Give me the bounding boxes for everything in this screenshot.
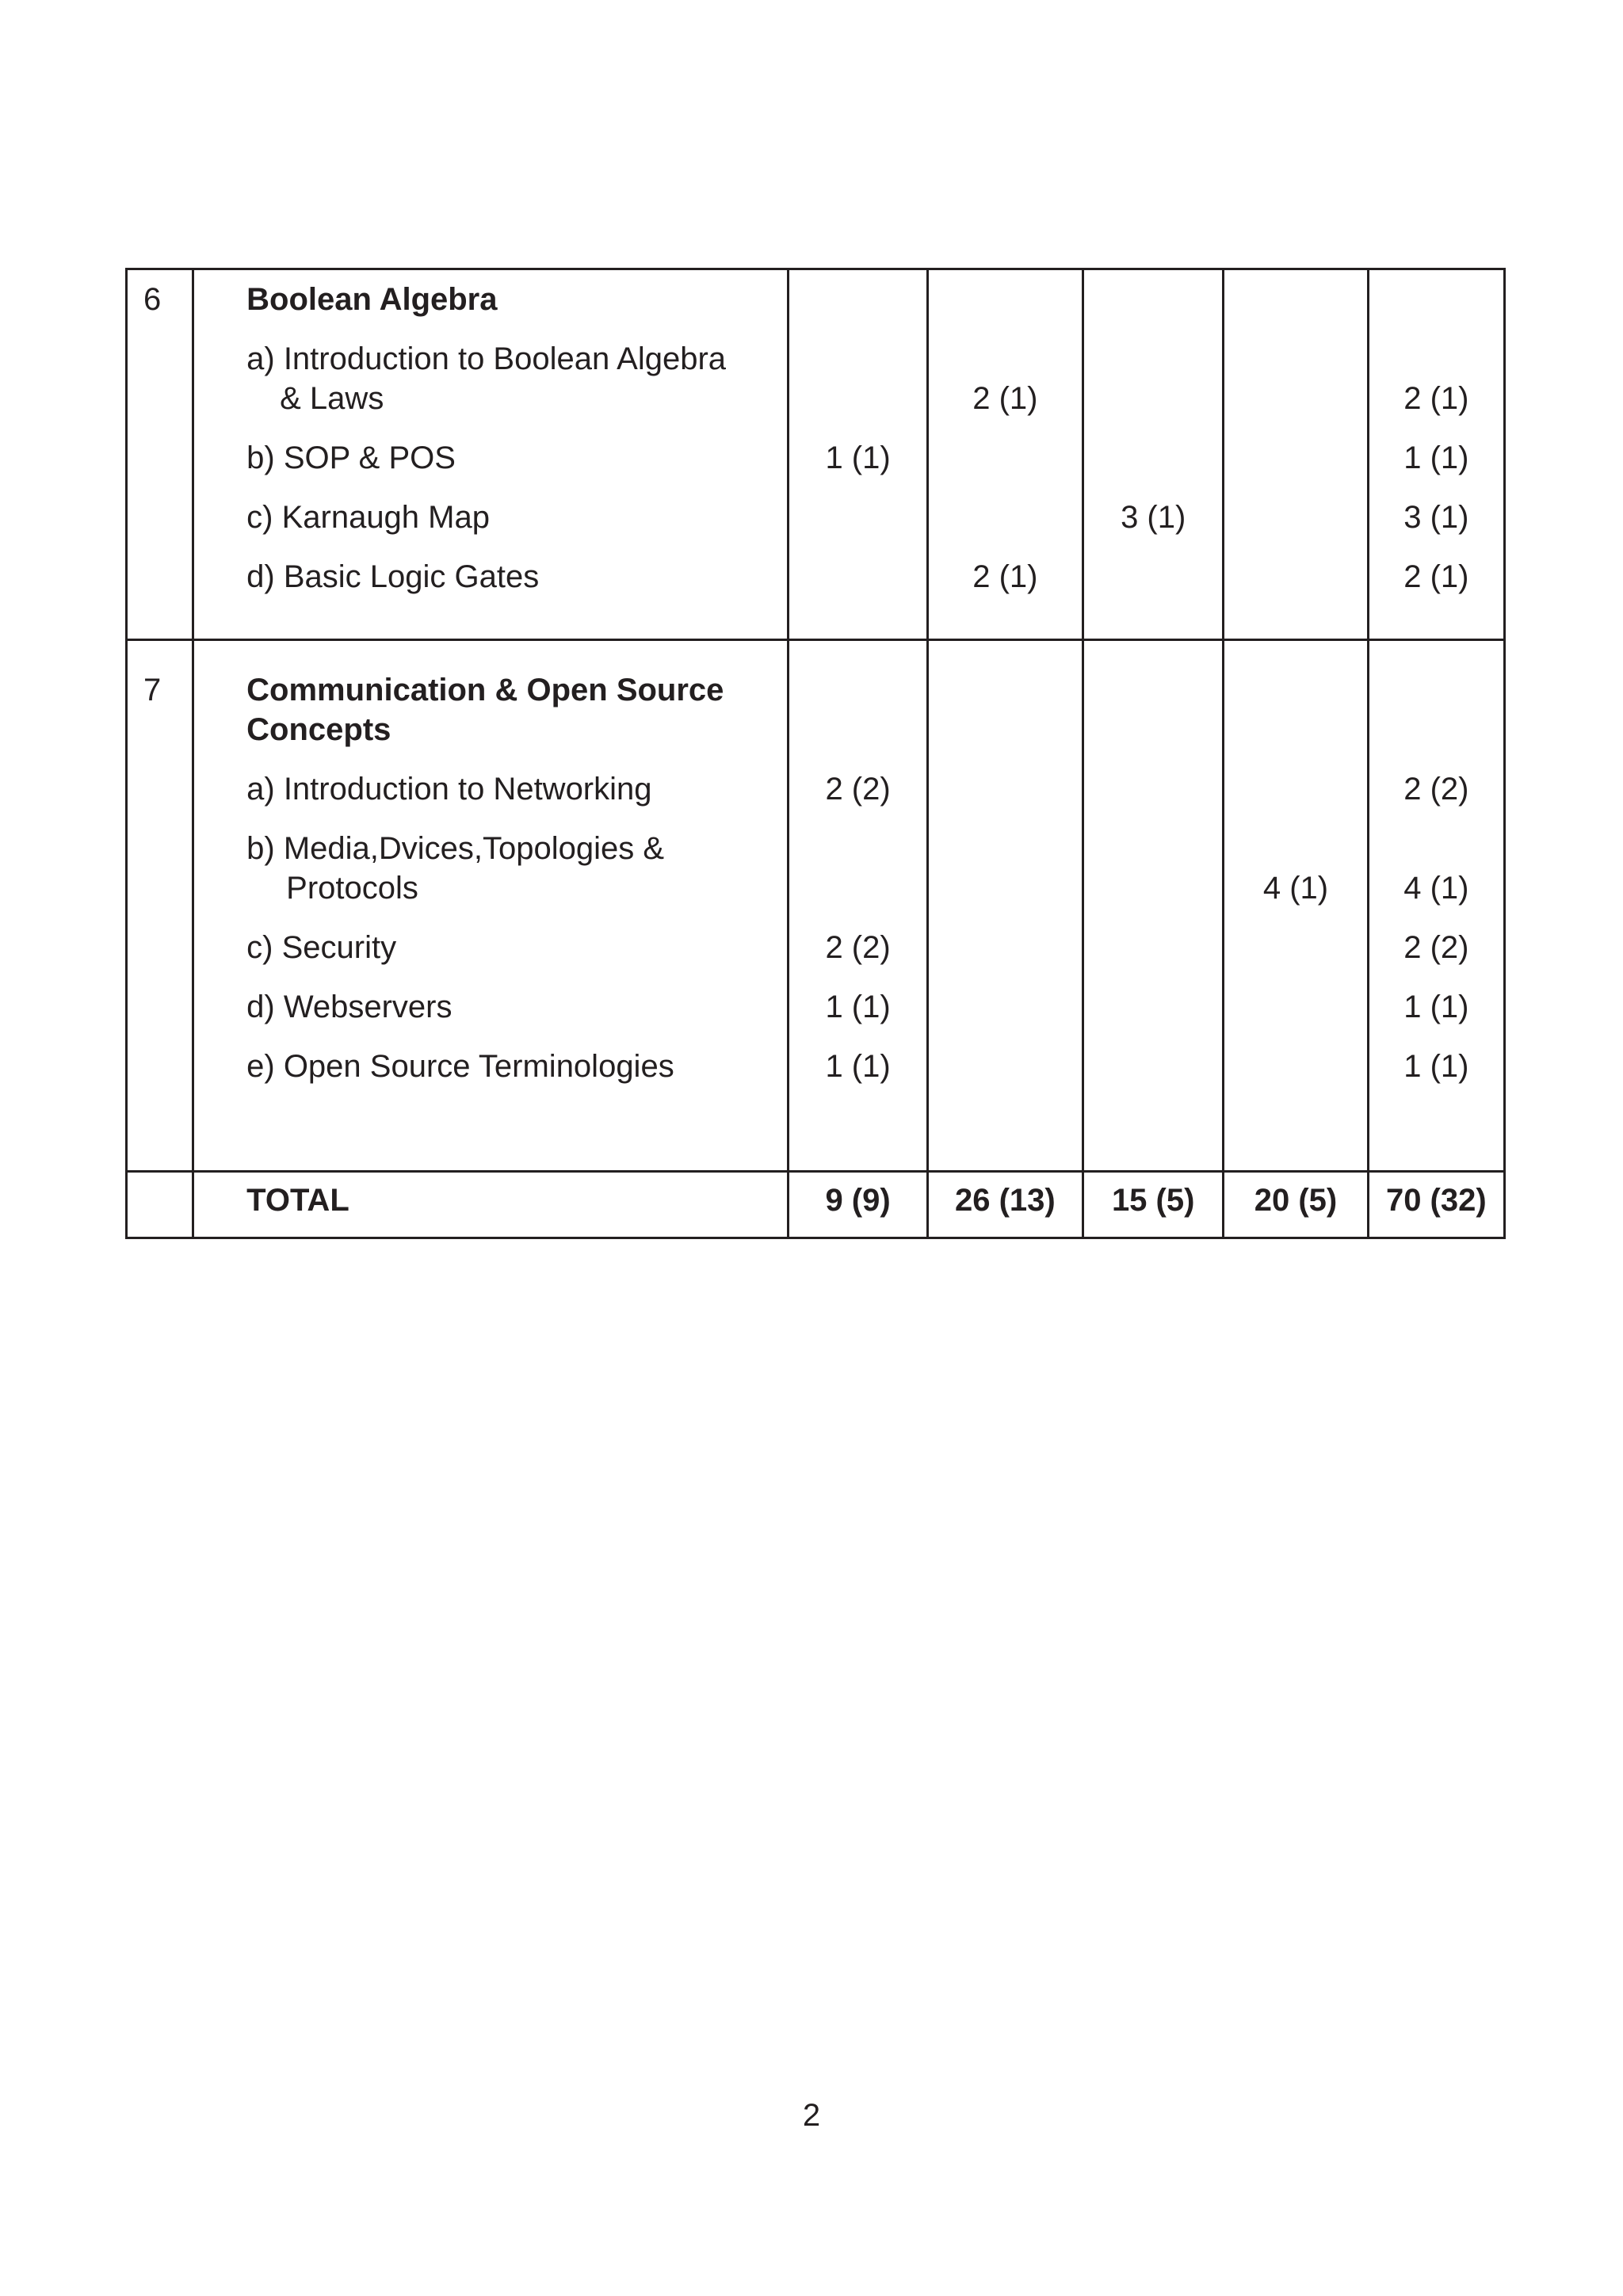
mark-value <box>929 928 1082 967</box>
marks-column-3 <box>1083 640 1224 1172</box>
marks-column-4 <box>1224 640 1368 1172</box>
topic-label-cont: Protocols <box>286 871 418 906</box>
topic-label: b) SOP & POS <box>246 441 456 475</box>
mark-value <box>929 498 1082 537</box>
topic-label: d) Basic Logic Gates <box>246 559 540 594</box>
mark-value: 1 (1) <box>825 441 891 475</box>
mark-value <box>789 379 926 418</box>
mark-value: 2 (2) <box>825 772 891 807</box>
mark-value <box>1084 769 1222 809</box>
total-label: TOTAL <box>193 1172 789 1238</box>
mark-value: 2 (2) <box>1403 772 1469 807</box>
mark-value: 1 (1) <box>825 1049 891 1084</box>
mark-value <box>1084 379 1222 418</box>
marks-distribution-table <box>125 268 1506 1239</box>
topic-label: a) Introduction to Networking <box>246 772 652 807</box>
mark-value: 4 (1) <box>1262 871 1329 906</box>
marks-column-1 <box>789 269 927 640</box>
marks-column-2 <box>927 640 1083 1172</box>
mark-value <box>1084 987 1222 1027</box>
mark-value: 2 (1) <box>1403 559 1469 594</box>
marks-column-total <box>1368 640 1504 1172</box>
topic-label-cont: & Laws <box>280 381 384 416</box>
total-number-cell <box>127 1172 193 1238</box>
section-title: Communication & Open Source <box>246 673 724 707</box>
mark-value <box>929 868 1082 908</box>
page-number: 2 <box>802 2098 821 2133</box>
section-row-6 <box>127 269 1505 640</box>
mark-value: 1 (1) <box>1403 990 1469 1024</box>
total-value: 20 (5) <box>1224 1172 1368 1238</box>
mark-value <box>1224 498 1366 537</box>
mark-value <box>1224 928 1366 967</box>
mark-value: 4 (1) <box>1403 871 1469 906</box>
mark-value: 2 (2) <box>1403 930 1469 965</box>
topic-label: a) Introduction to Boolean Algebra <box>246 341 727 376</box>
topic-label: b) Media,Dvices,Topologies & <box>246 831 665 866</box>
total-value: 9 (9) <box>789 1172 927 1238</box>
topic-label: c) Karnaugh Map <box>246 500 490 535</box>
mark-value: 1 (1) <box>825 990 891 1024</box>
mark-value <box>929 438 1082 478</box>
mark-value: 1 (1) <box>1403 1049 1469 1084</box>
total-value: 15 (5) <box>1083 1172 1224 1238</box>
topic-label: c) Security <box>246 930 397 965</box>
topic-label: e) Open Source Terminologies <box>246 1049 674 1084</box>
section-number: 6 <box>127 269 193 640</box>
mark-value <box>1224 438 1366 478</box>
section-topics <box>193 640 789 1172</box>
mark-value <box>929 769 1082 809</box>
total-value: 70 (32) <box>1368 1172 1504 1238</box>
marks-column-4 <box>1224 269 1368 640</box>
mark-value: 2 (1) <box>972 559 1038 594</box>
marks-column-1 <box>789 640 927 1172</box>
mark-value <box>929 987 1082 1027</box>
section-row-7 <box>127 640 1505 1172</box>
section-number: 7 <box>127 640 193 1172</box>
section-title: Boolean Algebra <box>246 282 498 317</box>
mark-value <box>1224 1047 1366 1086</box>
mark-value <box>1084 868 1222 908</box>
mark-value: 2 (2) <box>825 930 891 965</box>
mark-value <box>929 1047 1082 1086</box>
mark-value: 2 (1) <box>1403 381 1469 416</box>
marks-column-2 <box>927 269 1083 640</box>
mark-value <box>789 868 926 908</box>
section-topics <box>193 269 789 640</box>
mark-value <box>1084 1047 1222 1086</box>
mark-value <box>1224 379 1366 418</box>
mark-value <box>1224 557 1366 597</box>
mark-value <box>1084 928 1222 967</box>
mark-value <box>789 557 926 597</box>
total-value: 26 (13) <box>927 1172 1083 1238</box>
section-title-cont: Concepts <box>246 712 391 747</box>
mark-value <box>789 498 926 537</box>
marks-column-total <box>1368 269 1504 640</box>
marks-column-3 <box>1083 269 1224 640</box>
mark-value <box>1084 438 1222 478</box>
mark-value: 2 (1) <box>972 381 1038 416</box>
mark-value: 1 (1) <box>1403 441 1469 475</box>
mark-value <box>1224 769 1366 809</box>
mark-value <box>1224 987 1366 1027</box>
mark-value <box>1084 557 1222 597</box>
topic-label: d) Webservers <box>246 990 453 1024</box>
mark-value: 3 (1) <box>1121 500 1186 535</box>
mark-value: 3 (1) <box>1403 500 1469 535</box>
total-row <box>127 1172 1505 1238</box>
